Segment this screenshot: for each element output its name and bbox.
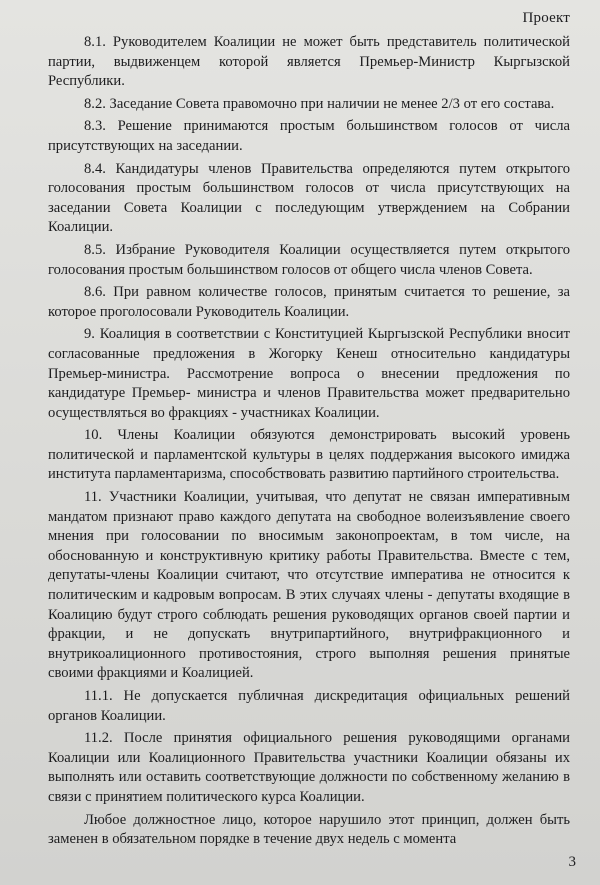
- paragraph-11-2: 11.2. После принятия официального решения руководящими органами Коалиции или Коалиционного Правительства участники Коалиции обязаны их выполнять или оставить соответствующие должности по собственному желанию в связи с принятием политического курса Коалиции.: [48, 730, 570, 805]
- paragraph-9: 9. Коалиция в соответствии с Конституцией Кыргызской Республики вносит согласованные предложения в Жогорку Кенеш относительно кандидатуры Премьер-министра. Рассмотрение вопроса о внесении предложения по кандидатуре Премьер- министра и членов Правительства может предварительно осуществляться во фракциях - участниках Коалиции.: [48, 326, 570, 421]
- draft-label: Проект: [522, 10, 570, 26]
- paragraph-official-note: Любое должностное лицо, которое нарушило этот принцип, должен быть заменен в обязательном порядке в течение двух недель с момента: [48, 811, 570, 848]
- paragraph-11-1: 11.1. Не допускается публичная дискредитация официальных решений органов Коалиции.: [48, 688, 570, 724]
- paragraph-8-2: 8.2. Заседание Совета правомочно при наличии не менее 2/3 от его состава.: [84, 95, 555, 112]
- paragraph-8-5: 8.5. Избрание Руководителя Коалиции осуществляется путем открытого голосования простым большинством голосов от общего числа членов Совета.: [48, 241, 570, 278]
- page-number: 3: [568, 854, 576, 870]
- paragraph-11: 11. Участники Коалиции, учитывая, что депутат не связан императивным мандатом признают право каждого депутата на свободное волеизъявление своего мнения при голосовании по вносимым законопроектам, в том числе, на обоснованную и конструктивную критику работы Правительства. Вместе с тем, депутаты-члены Коалиции считают, что отсутствие императива не относится к политическим и кадровым вопросам. В этих случаях члены - депутаты входящие в Коалицию будут строго соблюдать решения руководящих органов своей партии и фракции, и не допускать внутрипартийного, внутрифракционного и внутрикоалиционного противостояния, строго выполняя решения принятые своими фракциями и Коалицией.: [48, 489, 570, 682]
- paragraph-8-6: 8.6. При равном количестве голосов, принятым считается то решение, за которое проголосовали Руководитель Коалиции.: [48, 284, 570, 320]
- paragraph-10: 10. Члены Коалиции обязуются демонстрировать высокий уровень политической и парламентской культуры в целях поддержания высокого имиджа института парламентаризма, способствовать развитию партийного строительства.: [48, 427, 570, 483]
- paragraph-8-4: 8.4. Кандидатуры членов Правительства определяются путем открытого голосования простым большинством голосов от числа присутствующих на заседании Совета Коалиции с последующим утверждением на Собрании Коалиции.: [48, 160, 570, 236]
- paragraph-8-3: 8.3. Решение принимаются простым большинством голосов от числа присутствующих на заседании.: [48, 118, 570, 154]
- paragraph-8-1: 8.1. Руководителем Коалиции не может быть представитель политической партии, выдвиженцем которой является Премьер-Министр Кыргызской Республики.: [48, 34, 570, 90]
